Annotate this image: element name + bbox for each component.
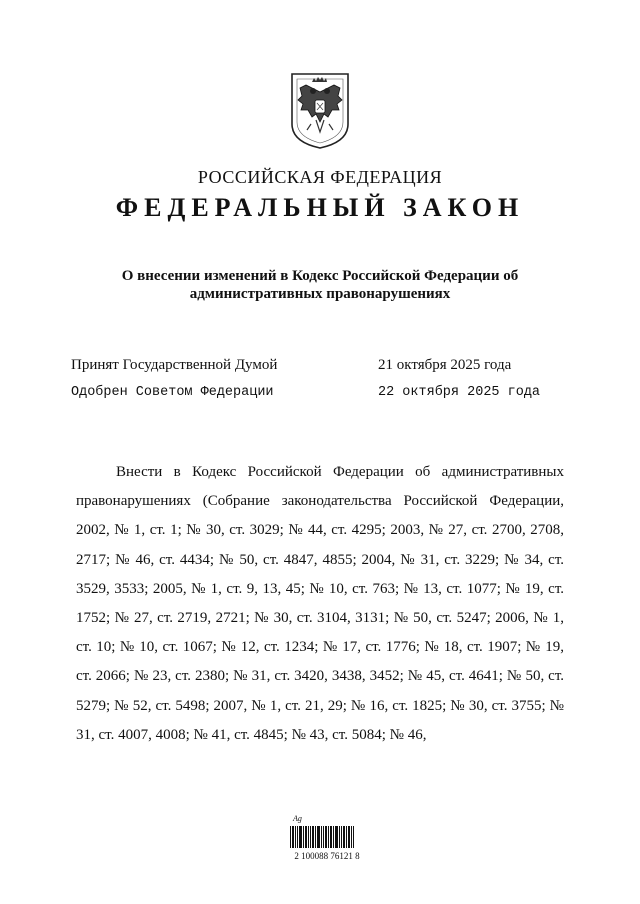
duma-date: 21 октября 2025 года: [378, 357, 512, 373]
council-label: Одобрен Советом Федерации: [71, 385, 274, 400]
country-heading: РОССИЙСКАЯ ФЕДЕРАЦИЯ: [197, 167, 443, 187]
law-body-paragraph: Внести в Кодекс Российской Федерации об административных правонарушениях (Собрание законодательства Российской Федерации, 2002, № 1, ст. 1; № 30, ст. 3029; № 44, ст. 4295; 2003, № 27, ст. 2700, 2708, 2717; № 46, ст. 4434; № 50, ст. 4847, 4855; 2004, № 31, ст. 3229; № 34, ст. 3529, 3533; 2005, № 1, ст. 9, 13, 45; № 10, ст. 763; № 13, ст. 1077; № 19, ст. 1752; № 27, ст. 2719, 2721; № 30, ст. 3104, 3131; № 50, ст. 5247; 2006, № 1, ст. 10; № 10, ст. 1067; № 12, ст. 1234; № 17, ст. 1776; № 18, ст. 1907; № 19, ст. 2066; № 23, ст. 2380; № 31, ст. 3420, 3438, 3452; № 45, ст. 4641; № 50, ст. 5279; № 52, ст. 5498; 2007, № 1, ст. 21, 29; № 16, ст. 1825; № 30, ст. 3755; № 31, ст. 4007, 4008; № 41, ст. 4845; № 43, ст. 5084; № 46,: [76, 464, 564, 743]
barcode-number: 2 100088 76121 8: [294, 851, 360, 861]
law-title: О внесении изменений в Кодекс Российской Федерации об административных правонарушениях: [121, 268, 519, 302]
barcode: [290, 826, 354, 848]
coat-of-arms-icon: [289, 72, 351, 150]
document-type-heading: ФЕДЕРАЛЬНЫЙ ЗАКОН: [115, 193, 525, 222]
adoption-duma-row: [71, 355, 541, 375]
adoption-council-row: [71, 383, 541, 403]
duma-label: Принят Государственной Думой: [71, 357, 278, 373]
barcode-mark: Ag: [293, 814, 302, 823]
council-date: 22 октября 2025 года: [378, 385, 541, 400]
